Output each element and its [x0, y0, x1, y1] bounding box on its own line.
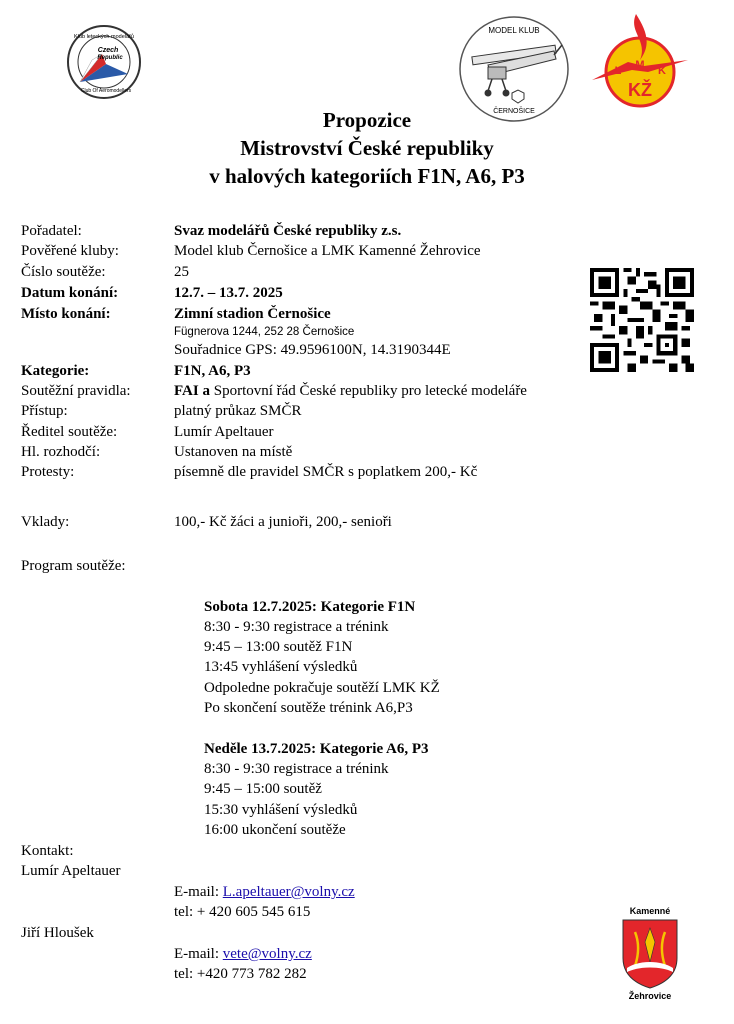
email-label: E-mail:	[174, 946, 223, 962]
info-label: Přístup:	[21, 403, 68, 419]
info-value: Ustanoven na místě	[174, 444, 293, 460]
email-label: E-mail:	[174, 884, 223, 900]
sunday-heading: Neděle 13.7.2025: Kategorie A6, P3	[204, 741, 429, 757]
lmk-letter-k: K	[658, 65, 666, 77]
contact-name: Lumír Apeltauer	[21, 863, 121, 879]
kamenne-zehrovice-coat-of-arms	[615, 902, 685, 1002]
saturday-heading: Sobota 12.7.2025: Kategorie F1N	[204, 599, 416, 615]
info-value	[174, 382, 527, 401]
info-value: F1N, A6, P3	[174, 363, 251, 379]
contact-tel: tel: + 420 605 545 615	[174, 904, 311, 920]
info-value: 25	[174, 264, 189, 280]
info-value: písemně dle pravidel SMČR s poplatkem 200,- Kč	[174, 464, 478, 480]
info-label: Ředitel soutěže:	[21, 424, 118, 440]
sunday-line: 9:45 – 15:00 soutěž	[204, 781, 322, 797]
info-label: Hl. rozhodčí:	[21, 444, 101, 460]
info-value: Zimní stadion Černošice	[174, 306, 331, 322]
lmk-kz-logo	[588, 10, 692, 114]
email-link[interactable]: vete@volny.cz	[222, 946, 312, 962]
contact-name: Jiří Hloušek	[21, 925, 94, 941]
lmk-letter-m: M	[635, 59, 645, 71]
saturday-line: Odpoledne pokračuje soutěží LMK KŽ	[204, 680, 440, 696]
info-value: Lumír Apeltauer	[174, 424, 274, 440]
logo-czech-text: Czech	[97, 47, 119, 54]
address-text: Fügnerova 1244, 252 28 Černošice	[174, 326, 355, 338]
qr-code[interactable]	[590, 268, 694, 372]
saturday-line: Po skončení soutěže trénink A6,P3	[204, 700, 413, 716]
title-line1: Propozice	[322, 108, 412, 132]
club-of-aeromodellers-logo	[66, 24, 142, 100]
title-line2: Mistrovství České republiky	[240, 136, 494, 160]
info-label: Kategorie:	[21, 363, 90, 379]
info-label: Vklady:	[21, 514, 70, 530]
logo-republic-text: Republic	[97, 55, 123, 61]
model-klub-top-text: MODEL KLUB	[488, 26, 540, 35]
contact-email	[174, 945, 312, 964]
contact-email	[174, 883, 355, 902]
title-line3: v halových kategoriích F1N, A6, P3	[209, 164, 525, 188]
info-label: Datum konání:	[21, 285, 119, 301]
info-label: Pověřené kluby:	[21, 243, 119, 259]
info-value: platný průkaz SMČR	[174, 403, 302, 419]
logo-top-text: Klub leteckých modelářů	[74, 34, 134, 40]
lmk-letter-l: L	[614, 65, 622, 77]
info-label: Pořadatel:	[21, 223, 82, 239]
logo-bottom-text: Club Of Aeromodellers	[80, 88, 132, 94]
info-label: Soutěžní pravidla:	[21, 383, 131, 399]
lmk-kz-text: KŽ	[628, 80, 652, 100]
coat-top-text: Kamenné	[629, 906, 671, 916]
info-label: Místo konání:	[21, 306, 111, 322]
email-link[interactable]: L.apeltauer@volny.cz	[222, 884, 355, 900]
info-value: 100,- Kč žáci a junioři, 200,- senioři	[174, 514, 392, 530]
info-value: Svaz modelářů České republiky z.s.	[174, 223, 402, 239]
saturday-line: 13:45 vyhlášení výsledků	[204, 659, 358, 675]
gps-text: Souřadnice GPS: 49.9596100N, 14.3190344E	[174, 342, 451, 358]
saturday-line: 9:45 – 13:00 soutěž F1N	[204, 639, 353, 655]
sunday-line: 8:30 - 9:30 registrace a trénink	[204, 761, 389, 777]
model-klub-bottom-text: ČERNOŠICE	[493, 108, 535, 115]
saturday-line: 8:30 - 9:30 registrace a trénink	[204, 619, 389, 635]
info-value-rest: Sportovní řád České republiky pro letecké modeláře	[209, 383, 527, 399]
info-label: Protesty:	[21, 464, 75, 480]
model-klub-cernosice-logo	[458, 15, 570, 123]
info-value: 12.7. – 13.7. 2025	[174, 285, 283, 301]
info-value-bold: FAI a	[174, 383, 210, 399]
sunday-line: 15:30 vyhlášení výsledků	[204, 802, 358, 818]
contact-tel: tel: +420 773 782 282	[174, 966, 307, 982]
sunday-line: 16:00 ukončení soutěže	[204, 822, 346, 838]
info-value: Model klub Černošice a LMK Kamenné Žehrovice	[174, 243, 481, 259]
info-label: Číslo soutěže:	[21, 264, 106, 280]
contact-label: Kontakt:	[21, 843, 74, 859]
coat-bottom-text: Žehrovice	[628, 991, 672, 1001]
program-label: Program soutěže:	[21, 558, 126, 574]
